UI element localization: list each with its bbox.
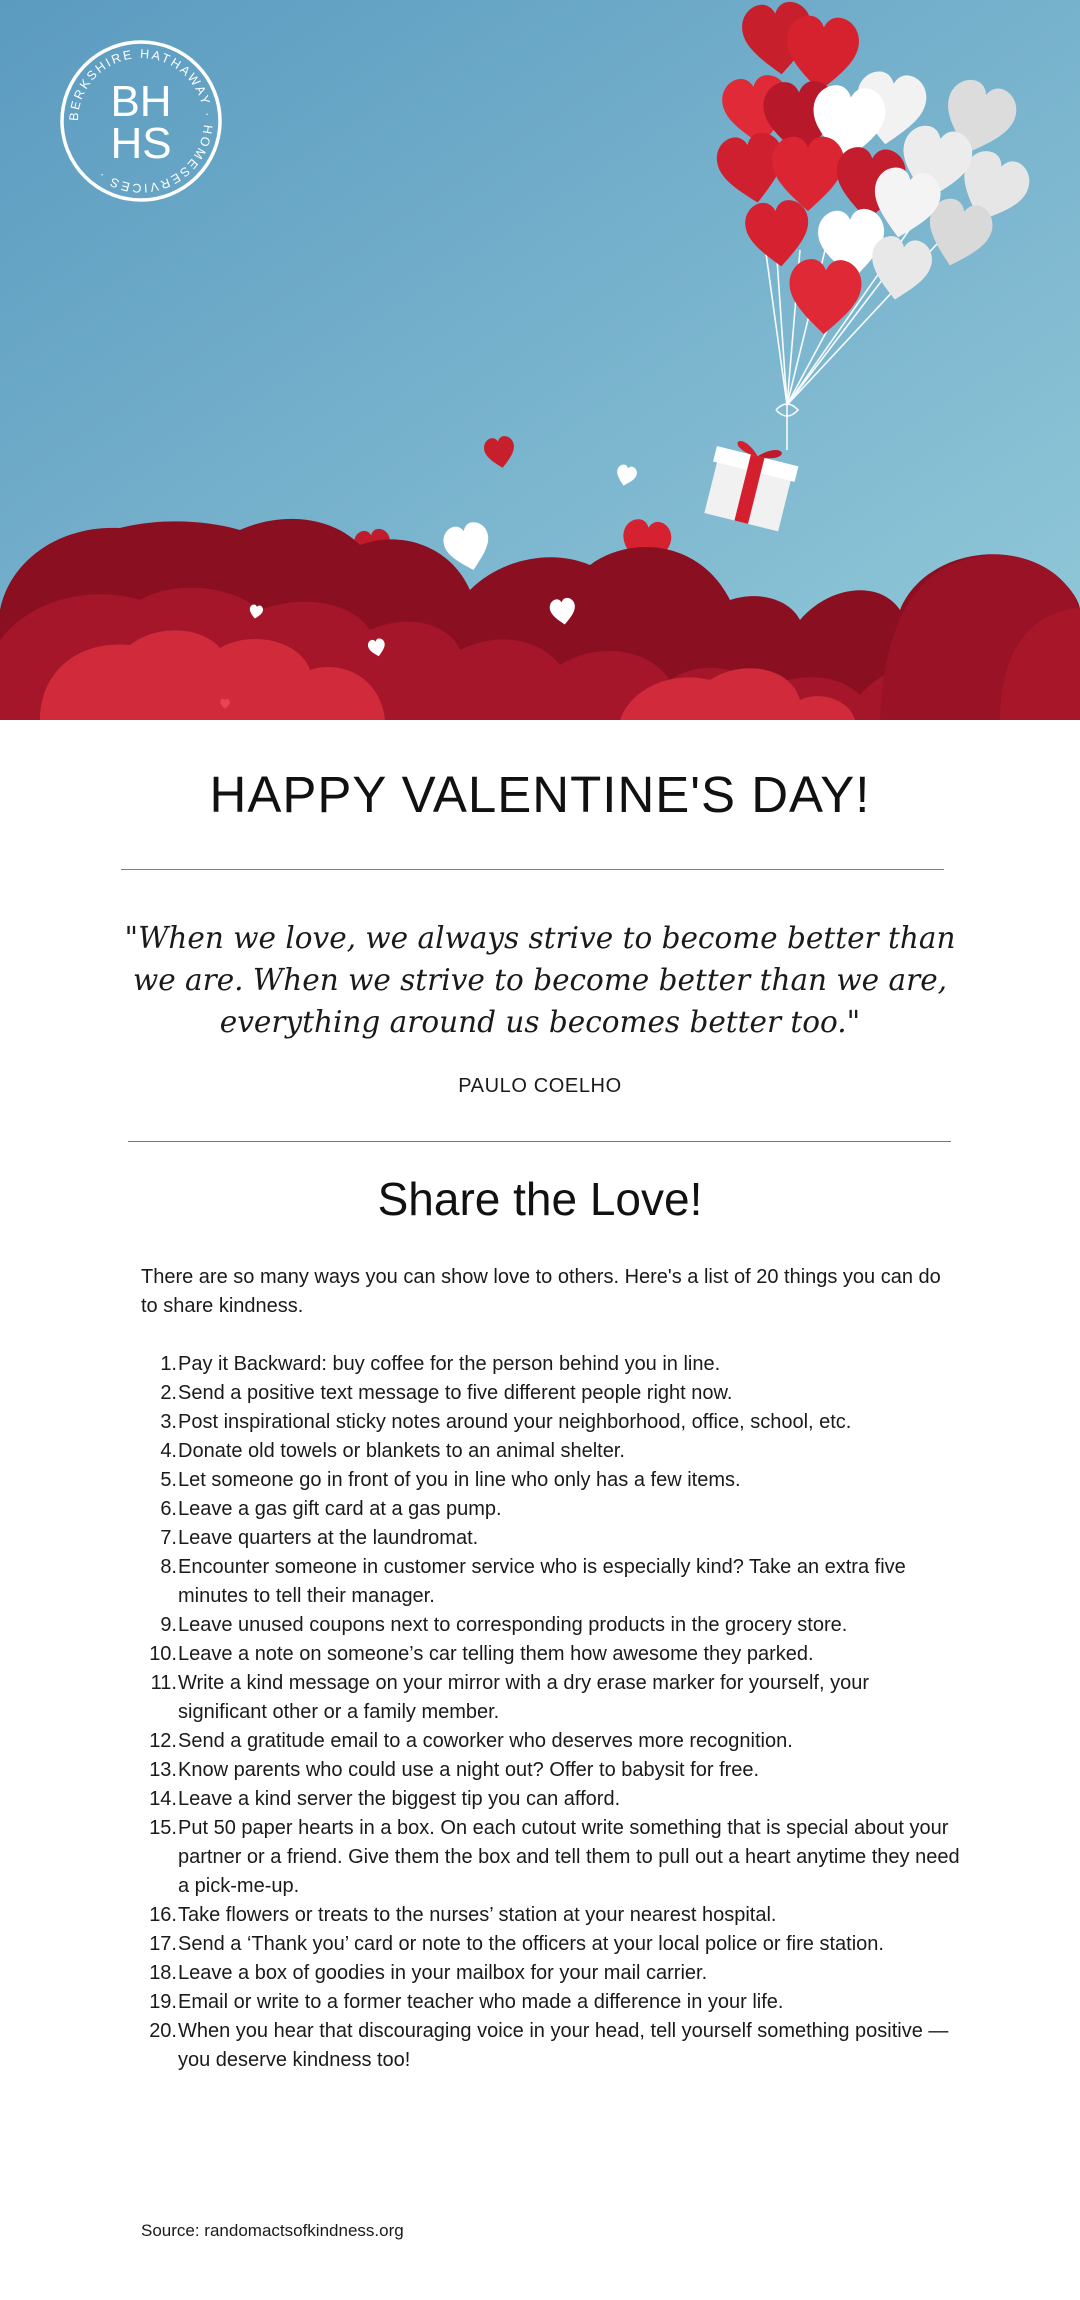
list-item xyxy=(141,1408,961,1437)
list-item-text: Leave quarters at the laundromat. xyxy=(178,1527,479,1549)
list-item xyxy=(141,1669,961,1727)
list-item-number: 17. xyxy=(149,1933,177,1955)
list-item xyxy=(141,1553,961,1611)
logo-monogram-top: BH xyxy=(110,77,172,126)
list-item-number: 5. xyxy=(160,1469,177,1491)
list-item xyxy=(141,2017,961,2075)
list-item-number: 19. xyxy=(149,1991,177,2013)
source-citation: Source: randomactsofkindness.org xyxy=(141,2221,404,2240)
list-item xyxy=(141,1727,961,1756)
divider xyxy=(128,1141,951,1142)
list-item xyxy=(141,1437,961,1466)
list-item xyxy=(141,1466,961,1495)
list-item-number: 16. xyxy=(149,1904,177,1926)
logo-monogram-bottom: HS xyxy=(110,119,172,168)
list-item xyxy=(141,1379,961,1408)
list-item xyxy=(141,1495,961,1524)
list-item-text: Email or write to a former teacher who made a difference in your life. xyxy=(178,1991,784,2013)
list-item-text: Leave a gas gift card at a gas pump. xyxy=(178,1498,502,1520)
list-item xyxy=(141,1785,961,1814)
list-item-text: Send a ‘Thank you’ card or note to the officers at your local police or fire station. xyxy=(178,1933,884,1955)
hero-banner xyxy=(0,0,1080,720)
list-item xyxy=(141,1524,961,1553)
list-item-text: Leave a box of goodies in your mailbox for your mail carrier. xyxy=(178,1962,708,1984)
list-item-text: Leave a kind server the biggest tip you can afford. xyxy=(178,1788,621,1810)
list-item xyxy=(141,1959,961,1988)
list-item xyxy=(141,1640,961,1669)
list-item-number: 2. xyxy=(160,1382,177,1404)
list-item-number: 3. xyxy=(160,1411,177,1433)
list-item-number: 7. xyxy=(160,1527,177,1549)
list-item-number: 18. xyxy=(149,1962,177,1984)
list-item-text: Leave a note on someone’s car telling them how awesome they parked. xyxy=(178,1643,814,1665)
list-item-number: 9. xyxy=(160,1614,177,1636)
list-item-text: Send a positive text message to five different people right now. xyxy=(178,1382,733,1404)
quote-text: "When we love, we always strive to become better than we are. When we strive to become better than we are, everything around us becomes better too." xyxy=(124,921,956,1039)
list-item xyxy=(141,1611,961,1640)
list-item-text: Put 50 paper hearts in a box. On each cutout write something that is special about your partner or a friend. Give them the box and tell them to pull out a heart anytime they need a pick-me-up. xyxy=(178,1817,960,1897)
list-item-text: Know parents who could use a night out? Offer to babysit for free. xyxy=(178,1759,760,1781)
list-item-number: 13. xyxy=(149,1759,177,1781)
section-intro: There are so many ways you can show love to others. Here's a list of 20 things you can do to share kindness. xyxy=(141,1266,941,1317)
section-title: Share the Love! xyxy=(377,1173,703,1225)
list-item-number: 10. xyxy=(149,1643,177,1665)
list-item xyxy=(141,1756,961,1785)
list-item-text: Encounter someone in customer service who is especially kind? Take an extra five minutes to tell their manager. xyxy=(178,1556,906,1607)
list-item-text: Take flowers or treats to the nurses’ station at your nearest hospital. xyxy=(178,1904,777,1926)
divider xyxy=(121,869,944,870)
list-item-text: Leave unused coupons next to corresponding products in the grocery store. xyxy=(178,1614,848,1636)
list-item xyxy=(141,1901,961,1930)
list-item xyxy=(141,1930,961,1959)
kindness-list xyxy=(141,1350,961,2075)
list-item-number: 15. xyxy=(149,1817,177,1839)
logo-ring-text: BERKSHIRE HATHAWAY · HOMESERVICES · xyxy=(66,46,216,196)
list-item-number: 4. xyxy=(160,1440,177,1462)
list-item-number: 6. xyxy=(160,1498,177,1520)
list-item-text: Post inspirational sticky notes around your neighborhood, office, school, etc. xyxy=(178,1411,852,1433)
list-item-number: 12. xyxy=(149,1730,177,1752)
list-item-text: Let someone go in front of you in line who only has a few items. xyxy=(178,1469,741,1491)
list-item-number: 20. xyxy=(149,2020,177,2042)
list-item-text: When you hear that discouraging voice in your head, tell yourself something positive — you deserve kindness too! xyxy=(178,2020,949,2071)
list-item-number: 11. xyxy=(150,1672,177,1694)
list-item-text: Send a gratitude email to a coworker who deserves more recognition. xyxy=(178,1730,793,1752)
list-item-number: 1. xyxy=(160,1353,177,1375)
list-item xyxy=(141,1814,961,1901)
list-item-number: 8. xyxy=(160,1556,177,1578)
list-item-text: Write a kind message on your mirror with a dry erase marker for yourself, your significant other or a family member. xyxy=(178,1672,869,1723)
list-item-number: 14. xyxy=(149,1788,177,1810)
list-item xyxy=(141,1350,961,1379)
list-item xyxy=(141,1988,961,2017)
list-item-text: Pay it Backward: buy coffee for the person behind you in line. xyxy=(178,1353,721,1375)
list-item-text: Donate old towels or blankets to an animal shelter. xyxy=(178,1440,625,1462)
quote-author: PAULO COELHO xyxy=(458,1075,622,1097)
page-title: HAPPY VALENTINE'S DAY! xyxy=(209,766,871,823)
